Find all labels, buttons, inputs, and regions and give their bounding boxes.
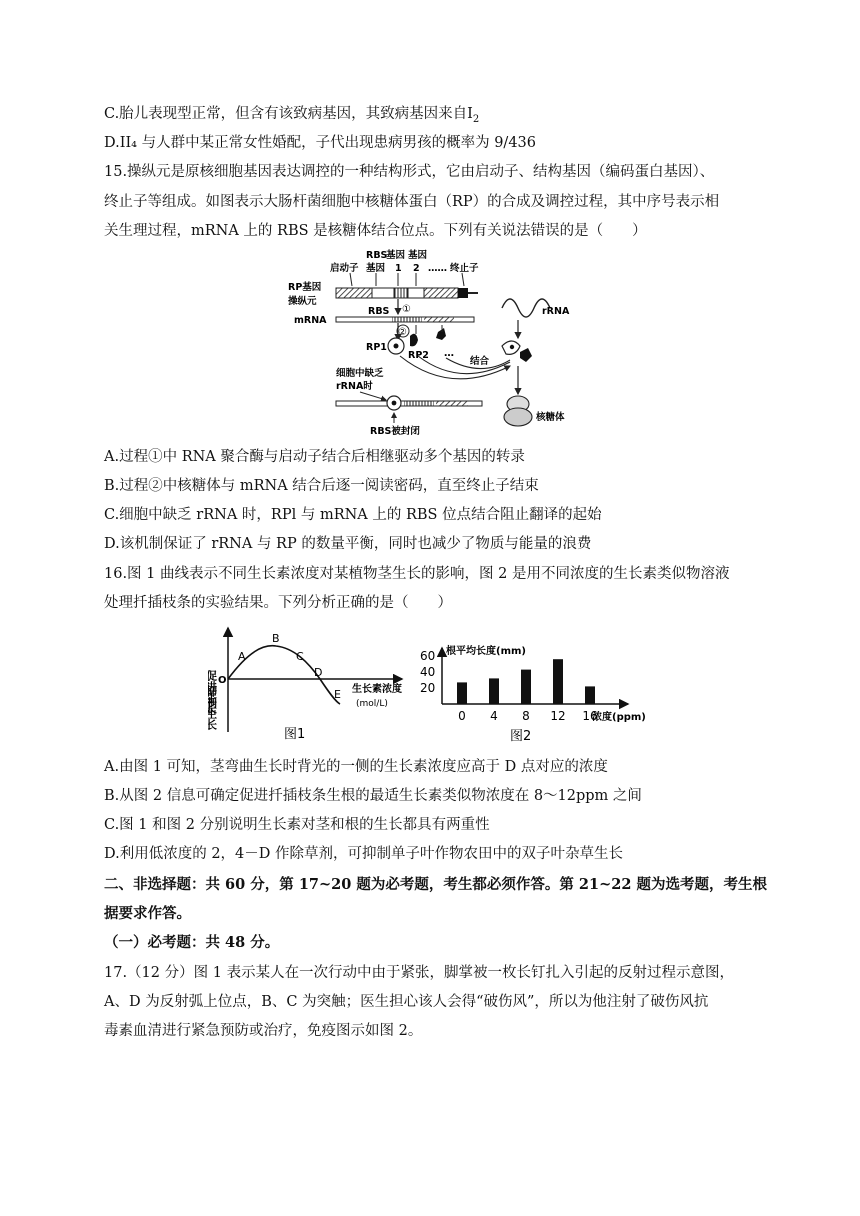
q16-option-b: B.从图 2 信息可确定促进扦插枝条生根的最适生长素类似物浓度在 8～12ppm 之间 [104,788,642,804]
q15-stem-line-2: 终止子等组成。如图表示大肠杆菌细胞中核糖体蛋白（RP）的合成及调控过程，其中序号表示相 [104,194,720,210]
q16-stem-line-2: 处理扦插枝条的实验结果。下列分析正确的是（ ） [104,595,452,611]
bind-label: 结合 [470,356,490,367]
q14-option-c-text: C.胎儿表现型正常，但含有该致病基因，其致病基因来自I [104,106,473,122]
gene-number-1: 1 [395,263,402,274]
gene-dots: …… [428,263,447,274]
fig1-point-a: A [238,650,246,663]
gene-number-2: 2 [413,263,420,274]
q17-line-1: 17.（12 分）图 1 表示某人在一次行动中由于紧张，脚掌被一枚长钉扎入引起的反射过程示意图， [104,965,735,981]
fig2-ytick-label: 60 [420,649,436,663]
fig2-xlabel: 浓度(ppm) [592,712,646,723]
q15-option-c: C.细胞中缺乏 rRNA 时，RPl 与 mRNA 上的 RBS 位点结合阻止翻译的起始 [104,507,602,523]
rrna-label: rRNA [542,306,570,317]
fig1-ylabel-bottom: 抑制生长 [208,686,218,730]
operon-diagram [280,248,580,440]
q16-figure-1 [208,622,408,746]
fig2-xtick-label: 12 [550,709,566,723]
q16-option-a: A.由图 1 可知，茎弯曲生长时背光的一侧的生长素浓度应高于 D 点对应的浓度 [104,759,608,775]
fig1-curve [208,622,408,746]
q14-option-c-subscript: 2 [472,113,480,125]
fig2-ytick-label: 40 [420,665,436,679]
fig1-xunit: (mol/L) [356,699,388,709]
fig2-bar [553,659,563,704]
fig2-xtick-label: 8 [522,709,530,723]
gene2-top-label: 基因 [408,250,428,261]
section2-title-line-2: 据要求作答。 [104,905,191,922]
fig1-origin: O [218,675,227,686]
rp-gene-label: RP基因 [288,282,322,293]
q15-option-a: A.过程①中 RNA 聚合酶与启动子结合后相继驱动多个基因的转录 [104,449,525,465]
fig1-point-d: D [314,666,323,679]
fig2-xtick-label: 16 [582,709,598,723]
fig1-point-c: C [296,650,304,663]
fig2-xtick-label: 0 [458,709,466,723]
rp-ellipsis: … [444,348,454,359]
fig2-ytick-label: 20 [420,681,436,695]
step-2-label: ② [398,327,407,338]
q16-option-c: C.图 1 和图 2 分别说明生长素对茎和根的生长都具有两重性 [104,817,490,833]
terminator-label: 终止子 [450,263,479,274]
rbs-top-label: RBS [366,250,388,261]
q15-option-b: B.过程②中核糖体与 mRNA 结合后逐一阅读密码，直至终止子结束 [104,478,539,494]
q14-option-c [104,104,479,130]
q14-option-d: D.II₄ 与人群中某正常女性婚配，子代出现患病男孩的概率为 9/436 [104,135,536,151]
q15-stem-line-1: 15.操纵元是原核细胞基因表达调控的一种结构形式，它由启动子、结构基因（编码蛋白基因）、 [104,164,715,180]
section2-subtitle: （一）必考题：共 48 分。 [104,934,280,951]
rp1-label: RP1 [366,342,387,353]
gene-label: 基因 [366,263,386,274]
rbs-closed-label: RBS被封闭 [370,426,420,437]
lack-rrna-label-1: 细胞中缺乏 [336,368,384,379]
fig2-xtick-label: 4 [490,709,498,723]
promoter-label: 启动子 [330,263,359,274]
rbs-mid-label: RBS [368,306,390,317]
operon-label: 操纵元 [288,296,317,307]
fig2-bar [457,682,467,704]
mrna-label: mRNA [294,315,327,326]
ribosome-label: 核糖体 [536,412,565,423]
fig1-point-b: B [272,632,280,645]
q16-option-d: D.利用低浓度的 2，4－D 作除草剂，可抑制单子叶作物农田中的双子叶杂草生长 [104,846,624,862]
fig2-bar-chart [416,642,648,746]
rp2-label: RP2 [408,350,429,361]
fig2-bar [521,670,531,704]
q17-line-2: A、D 为反射弧上位点，B、C 为突触；医生担心该人会得“破伤风”，所以为他注射了破伤风抗 [104,994,709,1010]
gene-top-label: 基因 [386,250,406,261]
lack-rrna-label-2: rRNA时 [336,381,373,392]
fig2-bar [585,686,595,704]
q15-figure [280,248,580,440]
fig2-ylabel: 根平均长度(mm) [446,646,526,657]
fig1-ylabel-top: 促进生长 [208,670,218,714]
q16-figure-2 [416,642,648,746]
q15-option-d: D.该机制保证了 rRNA 与 RP 的数量平衡，同时也减少了物质与能量的浪费 [104,536,592,552]
fig1-caption: 图1 [284,727,306,742]
fig2-caption: 图2 [510,729,532,744]
q16-stem-line-1: 16.图 1 曲线表示不同生长素浓度对某植物茎生长的影响，图 2 是用不同浓度的生长素类似物溶液 [104,566,730,582]
q17-line-3: 毒素血清进行紧急预防或治疗，免疫图示如图 2。 [104,1023,423,1039]
fig1-xlabel: 生长素浓度 [352,684,402,695]
step-1-label: ① [402,304,411,315]
fig2-bar [489,678,499,704]
section2-title-line-1: 二、非选择题：共 60 分，第 17~20 题为必考题，考生都必须作答。第 21~22 题为选考题，考生根 [104,876,767,893]
fig1-point-e: E [334,688,341,701]
q15-stem-line-3: 关生理过程，mRNA 上的 RBS 是核糖体结合位点。下列有关说法错误的是（ ） [104,223,647,239]
